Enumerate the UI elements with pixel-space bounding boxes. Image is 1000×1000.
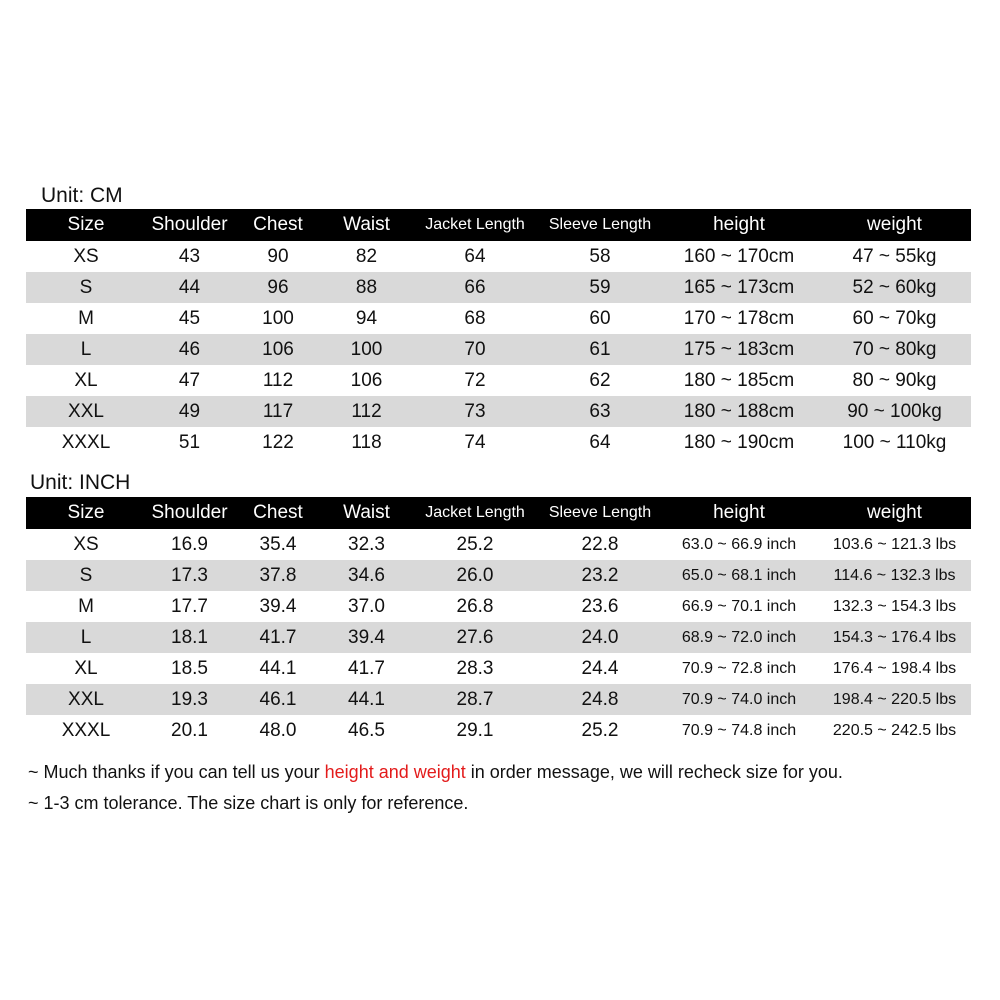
table-cell: 16.9 [171, 533, 208, 555]
table-cell: 22.8 [581, 533, 619, 555]
table-cell: 154.3 ~ 176.4 lbs [832, 628, 957, 646]
table-cell: 18.1 [171, 626, 208, 648]
table-cell: 80 ~ 90kg [852, 369, 937, 391]
table-cell: 28.3 [456, 657, 494, 679]
table-cell: 82 [355, 245, 378, 267]
table-cell: 160 ~ 170cm [683, 245, 795, 267]
table-cell: 90 [267, 245, 289, 267]
table-cell: 49 [178, 400, 201, 422]
header-cell: Size [67, 214, 105, 235]
table-cell: 24.4 [581, 657, 619, 679]
table-cell: 17.3 [171, 564, 208, 586]
note-line-2: ~ 1-3 cm tolerance. The size chart is only for reference. [28, 793, 469, 813]
table-cell: 73 [464, 400, 486, 422]
table-cell: M [78, 595, 94, 617]
table-cell: 117 [262, 400, 294, 422]
header-cell: Size [67, 502, 105, 523]
table-cell: 58 [589, 245, 611, 267]
table-row [26, 334, 971, 365]
table-cell: 44.1 [259, 657, 297, 679]
table-cell: 100 [350, 338, 383, 360]
table-row [26, 560, 971, 591]
table-cell: 198.4 ~ 220.5 lbs [832, 690, 957, 708]
table-cell: 28.7 [456, 688, 494, 710]
table-cell: 74 [464, 431, 486, 453]
table-cell: 32.3 [348, 533, 385, 555]
header-row [26, 497, 971, 529]
table-cell: 106 [350, 369, 383, 391]
header-cell: weight [867, 214, 922, 235]
header-row [26, 209, 971, 241]
table-row [26, 684, 971, 715]
header-cell: Sleeve Length [548, 504, 652, 521]
table-cell: 180 ~ 190cm [683, 431, 795, 453]
table-cell: 37.8 [259, 564, 297, 586]
table-cell: 176.4 ~ 198.4 lbs [832, 659, 957, 677]
table-cell: 112 [262, 369, 294, 391]
table-cell: 88 [355, 276, 378, 298]
table-row [26, 303, 971, 334]
table-cell: 19.3 [171, 688, 208, 710]
table-row [26, 653, 971, 684]
table-row [26, 529, 971, 560]
table-cell: 25.2 [581, 719, 619, 741]
table-cell: XXL [68, 400, 104, 422]
table-cell: 23.6 [581, 595, 619, 617]
table-cell: 65.0 ~ 68.1 inch [681, 566, 797, 584]
table-cell: 47 ~ 55kg [852, 245, 937, 267]
table-cell: 112 [351, 400, 382, 422]
notes [28, 757, 843, 819]
table-cell: M [78, 307, 94, 329]
table-cell: 26.8 [456, 595, 494, 617]
table-cell: 48.0 [259, 719, 297, 741]
note-line-1-end: in order message, we will recheck size for you. [465, 762, 843, 782]
table-row [26, 272, 971, 303]
note-line-1-start: ~ Much thanks if you can tell us your [28, 762, 325, 782]
header-cell: Sleeve Length [548, 216, 652, 233]
table-cell: 122 [262, 431, 294, 453]
table-cell: S [79, 564, 93, 586]
inch-unit-title: Unit: INCH [30, 471, 131, 494]
table-cell: 70.9 ~ 72.8 inch [681, 659, 797, 677]
table-cell: 96 [267, 276, 289, 298]
table-cell: 61 [589, 338, 611, 360]
header-cell: height [713, 502, 765, 523]
table-cell: 62 [589, 369, 611, 391]
table-cell: XS [73, 533, 99, 555]
table-row [26, 591, 971, 622]
table-cell: 64 [589, 431, 611, 453]
table-row [26, 396, 971, 427]
table-cell: 63.0 ~ 66.9 inch [681, 535, 797, 553]
table-cell: 39.4 [259, 595, 297, 617]
table-cell: 43 [178, 245, 201, 267]
note-line-1 [28, 757, 843, 788]
table-cell: 70 ~ 80kg [852, 338, 937, 360]
header-cell: weight [867, 502, 922, 523]
table-cell: 70 [464, 338, 486, 360]
table-cell: 106 [262, 338, 294, 360]
table-cell: 23.2 [581, 564, 619, 586]
table-cell: 59 [589, 276, 611, 298]
header-cell: Jacket Length [425, 504, 525, 521]
table-cell: 20.1 [171, 719, 208, 741]
table-cell: 72 [464, 369, 486, 391]
table-cell: 47 [178, 369, 201, 391]
table-cell: 220.5 ~ 242.5 lbs [832, 721, 957, 739]
table-cell: 63 [589, 400, 611, 422]
table-cell: XL [74, 369, 98, 391]
table-cell: 103.6 ~ 121.3 lbs [832, 535, 957, 553]
table-cell: 51 [178, 431, 201, 453]
table-cell: S [79, 276, 93, 298]
table-cell: 175 ~ 183cm [683, 338, 795, 360]
table-cell: 34.6 [348, 564, 385, 586]
table-row [26, 365, 971, 396]
table-cell: 41.7 [259, 626, 297, 648]
table-cell: 29.1 [456, 719, 494, 741]
header-cell: Chest [253, 214, 303, 235]
table-cell: 24.0 [581, 626, 619, 648]
note-highlight: height and weight [324, 762, 466, 782]
cm-unit-title: Unit: CM [41, 184, 123, 207]
table-cell: 24.8 [581, 688, 619, 710]
table-cell: 180 ~ 188cm [683, 400, 795, 422]
header-cell: Shoulder [151, 214, 228, 235]
table-cell: 46.1 [259, 688, 297, 710]
table-cell: 60 [589, 307, 611, 329]
table-cell: 64 [464, 245, 486, 267]
table-cell: 26.0 [456, 564, 494, 586]
table-cell: L [80, 338, 92, 360]
table-cell: 180 ~ 185cm [683, 369, 795, 391]
table-cell: 66 [464, 276, 486, 298]
table-cell: 45 [178, 307, 201, 329]
table-cell: 52 ~ 60kg [852, 276, 937, 298]
table-cell: 39.4 [348, 626, 385, 648]
table-cell: L [80, 626, 92, 648]
table-cell: 94 [355, 307, 378, 329]
table-row [26, 241, 971, 272]
table-cell: 68 [464, 307, 486, 329]
table-cell: 46 [178, 338, 201, 360]
table-cell: 46.5 [348, 719, 385, 741]
table-cell: 25.2 [456, 533, 494, 555]
table-row [26, 715, 971, 746]
header-cell: Chest [253, 502, 303, 523]
header-cell: Waist [343, 214, 390, 235]
table-cell: 60 ~ 70kg [852, 307, 937, 329]
cm-size-table [26, 209, 971, 458]
table-cell: XXXL [61, 719, 111, 741]
table-cell: 90 ~ 100kg [847, 400, 942, 422]
table-cell: 37.0 [348, 595, 385, 617]
table-cell: 100 ~ 110kg [842, 431, 947, 453]
table-cell: 17.7 [171, 595, 208, 617]
table-cell: 44.1 [348, 688, 385, 710]
table-cell: 68.9 ~ 72.0 inch [681, 628, 797, 646]
header-cell: Jacket Length [425, 216, 525, 233]
table-row [26, 427, 971, 458]
table-cell: 118 [351, 431, 382, 453]
table-cell: 41.7 [348, 657, 385, 679]
table-cell: XS [73, 245, 99, 267]
table-cell: 44 [178, 276, 201, 298]
table-row [26, 622, 971, 653]
table-cell: 18.5 [171, 657, 208, 679]
table-cell: 114.6 ~ 132.3 lbs [833, 566, 956, 584]
table-cell: XXXL [61, 431, 111, 453]
header-cell: Waist [343, 502, 390, 523]
header-cell: height [713, 214, 765, 235]
header-cell: Shoulder [151, 502, 228, 523]
table-cell: 132.3 ~ 154.3 lbs [832, 597, 957, 615]
table-cell: 170 ~ 178cm [683, 307, 795, 329]
table-cell: 165 ~ 173cm [683, 276, 795, 298]
table-cell: 70.9 ~ 74.8 inch [681, 721, 797, 739]
table-cell: 27.6 [456, 626, 494, 648]
table-cell: 35.4 [259, 533, 297, 555]
table-cell: 66.9 ~ 70.1 inch [681, 597, 797, 615]
inch-size-table [26, 497, 971, 746]
table-cell: 70.9 ~ 74.0 inch [681, 690, 797, 708]
table-cell: 100 [262, 307, 294, 329]
table-cell: XL [74, 657, 98, 679]
table-cell: XXL [68, 688, 104, 710]
